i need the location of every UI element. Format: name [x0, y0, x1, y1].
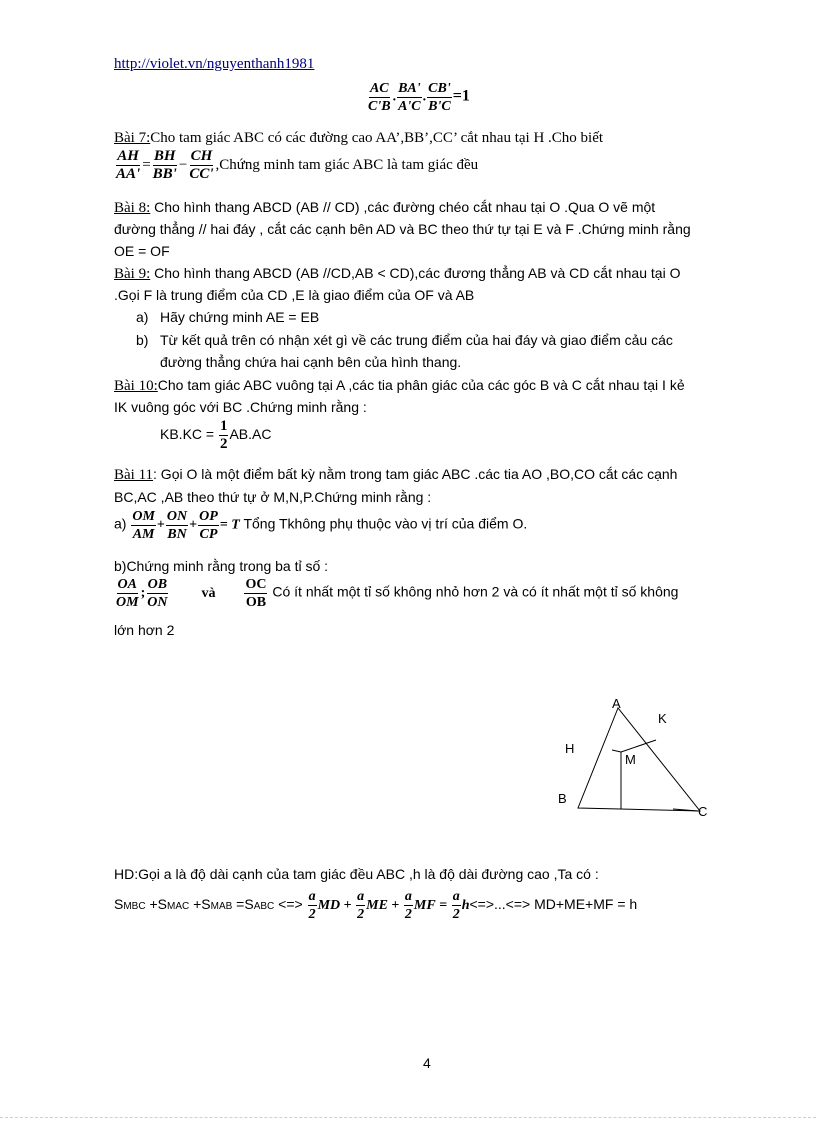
denominator: A'C — [398, 99, 421, 114]
bai7-formula — [114, 148, 478, 183]
a-tail: Tổng Tkhông phụ thuộc vào vị trí của điểm O. — [239, 515, 528, 532]
bai11-a-formula — [114, 508, 527, 543]
operator: . — [422, 89, 427, 105]
me: ME — [366, 898, 388, 914]
bai11-line2: BC,AC ,AB theo thứ tự ở M,N,P.Chứng minh rằng : — [114, 489, 432, 505]
fraction — [152, 148, 178, 183]
va-word: và — [201, 585, 216, 601]
bai9-text: Cho hình thang ABCD (AB //CD,AB < CD),các đương thẳng AB và CD cắt nhau tại O — [150, 265, 681, 281]
bai11-text: : Gọi O là một điểm bất kỳ nằm trong tam giác ABC .các tia AO ,BO,CO cắt các cạnh — [153, 466, 678, 482]
segment-mk — [621, 740, 656, 752]
denominator: C'B — [368, 99, 391, 114]
fraction — [244, 576, 267, 611]
bai10-text: Cho tam giác ABC vuông tại A ,các tia phân giác của các góc B và C cắt nhau tại I kẻ — [157, 377, 685, 393]
numerator: 1 — [219, 418, 228, 434]
bai11-b-formula — [114, 576, 678, 611]
numerator: OP — [199, 509, 218, 524]
numerator: OA — [117, 577, 137, 592]
label-h: H — [565, 741, 575, 756]
formula-left: KB.KC = — [160, 426, 218, 443]
numerator: OM — [132, 509, 155, 524]
operator: ; — [140, 585, 146, 601]
equals-t: = T — [219, 517, 240, 533]
label-b: B — [558, 791, 567, 806]
triangle-abc — [578, 708, 700, 811]
bai8-line2: đường thẳng // hai đáy , cắt các cạnh bên AD và BC theo thứ tự tại E và F .Chứng minh rằng — [114, 221, 691, 237]
bai8-line3: OE = OF — [114, 243, 170, 259]
operator: + — [156, 517, 165, 533]
numerator: AH — [117, 148, 139, 164]
b-tail: Có ít nhất một tỉ số không nhỏ hơn 2 và có ít nhất một tỉ số không — [268, 583, 679, 600]
eq-s: =S — [232, 896, 254, 913]
formula-right: AB.AC — [229, 426, 272, 443]
fraction — [131, 508, 156, 543]
bai7-line1 — [114, 128, 603, 148]
fraction — [404, 888, 413, 923]
numerator: a — [308, 889, 316, 904]
segment-mh — [612, 750, 621, 752]
operator: − — [178, 156, 188, 173]
operator: . — [392, 89, 397, 105]
numerator: OB — [147, 577, 168, 592]
s: S — [114, 896, 124, 913]
fraction — [188, 148, 214, 183]
hd-line1: HD:Gọi a là độ dài cạnh của tam giác đều ABC ,h là độ dài đường cao ,Ta có : — [114, 866, 599, 882]
bai9-b-marker: b) — [136, 332, 149, 348]
denominator: OB — [245, 595, 267, 610]
hd-formula: SMBC +SMAC +SMAB =SABC <=> $\frac{a}{2}$ MD + $\frac{a}{2}$ ME + $\frac{a}{2}$ MF = $\frac{a}{2}$ h<=>...<=> MD+ME+MF = h — [114, 889, 638, 922]
iff: <=> — [274, 896, 307, 913]
bai11-b-line: b)Chứng minh rằng trong ba tỉ số : — [114, 558, 329, 574]
bai9-a-marker: a) — [136, 309, 149, 325]
header-link[interactable]: http://violet.vn/nguyenthanh1981 — [114, 56, 315, 72]
fraction — [115, 148, 141, 183]
page-number: 4 — [423, 1055, 431, 1071]
bai7-text: Cho tam giác ABC có các đường cao AA’,BB’,CC’ cắt nhau tại H .Cho biết — [150, 130, 604, 146]
fraction — [356, 888, 365, 923]
numerator: BA' — [398, 81, 421, 96]
fraction — [198, 508, 219, 543]
bai10-label: Bài 10: — [114, 378, 158, 394]
bai11-b-tail2: lớn hơn 2 — [114, 622, 175, 638]
sub: MAC — [166, 901, 190, 913]
numerator: CB' — [428, 81, 451, 96]
label-a: A — [612, 696, 621, 711]
denominator: 2 — [219, 436, 228, 452]
numerator: OC — [245, 577, 267, 592]
md: MD — [317, 898, 341, 914]
h: h — [461, 898, 470, 914]
denominator: CC' — [189, 166, 214, 182]
denominator: BB' — [152, 166, 177, 182]
bai11-label: Bài 11 — [114, 467, 154, 483]
fraction — [115, 576, 140, 611]
bai11-line1 — [114, 464, 677, 485]
fraction — [367, 80, 392, 115]
sub: MBC — [123, 901, 146, 913]
fraction — [166, 508, 188, 543]
numerator: CH — [190, 148, 213, 164]
bai10-line2: IK vuông góc với BC .Chứng minh rằng : — [114, 399, 367, 415]
hd-tail: MD+ME+MF = h — [530, 896, 638, 913]
bai7-label: Bài 7: — [114, 130, 151, 146]
bai9-a-text: Hãy chứng minh AE = EB — [160, 309, 320, 325]
bai10-line1 — [114, 375, 685, 396]
triangle-figure — [550, 690, 720, 825]
denominator: 2 — [404, 907, 412, 922]
numerator: a — [357, 889, 365, 904]
denominator: ON — [147, 595, 168, 610]
sub: MAB — [210, 901, 233, 913]
fraction — [308, 888, 317, 923]
bai9-b-text1: Từ kết quả trên có nhận xét gì về các trung điểm của hai đáy và giao điểm cảu các — [160, 332, 673, 348]
numerator: a — [404, 889, 412, 904]
a-prefix: a) — [114, 515, 131, 532]
numerator: a — [452, 889, 460, 904]
denominator: AA' — [116, 166, 141, 182]
bai8-text: Cho hình thang ABCD (AB // CD) ,các đường chéo cắt nhau tại O .Qua O vẽ một — [150, 199, 656, 215]
equals-one: =1 — [452, 87, 470, 105]
denominator: AM — [132, 527, 155, 542]
fraction-half — [219, 418, 229, 453]
denominator: 2 — [452, 907, 460, 922]
numerator: AC — [369, 81, 389, 96]
bai9-line2: .Gọi F là trung điểm của CD ,E là giao điểm của OF và AB — [114, 287, 475, 303]
page-bottom-divider — [0, 1117, 816, 1118]
bai9-line1 — [114, 263, 680, 284]
operator: + — [189, 517, 198, 533]
bai8-label: Bài 8: — [114, 200, 151, 216]
denominator: 2 — [357, 907, 365, 922]
fraction — [452, 888, 461, 923]
bai9-b-text2: đường thẳng chứa hai cạnh bên của hình thang. — [160, 354, 462, 370]
top-formula — [366, 80, 470, 115]
sub: ABC — [253, 901, 275, 913]
operator: = — [142, 156, 151, 173]
fraction — [427, 80, 452, 115]
bai8-line1 — [114, 197, 655, 218]
denominator: CP — [199, 527, 218, 542]
denominator: BN — [167, 527, 187, 542]
denominator: 2 — [308, 907, 316, 922]
mf: MF — [413, 898, 436, 914]
numerator: ON — [166, 509, 188, 524]
numerator: BH — [153, 148, 176, 164]
bai9-label: Bài 9: — [114, 266, 151, 282]
label-k: K — [658, 711, 667, 726]
plus: +S — [189, 896, 211, 913]
bai10-formula — [160, 418, 271, 453]
bai7-tail: ,Chứng minh tam giác ABC là tam giác đều — [215, 156, 479, 173]
fraction — [397, 80, 422, 115]
label-m: M — [625, 752, 636, 767]
dots: <=>...<=> — [469, 896, 531, 913]
plus: +S — [145, 896, 167, 913]
label-c: C — [698, 804, 708, 819]
fraction — [146, 576, 168, 611]
denominator: B'C — [428, 99, 451, 114]
denominator: OM — [116, 595, 139, 610]
